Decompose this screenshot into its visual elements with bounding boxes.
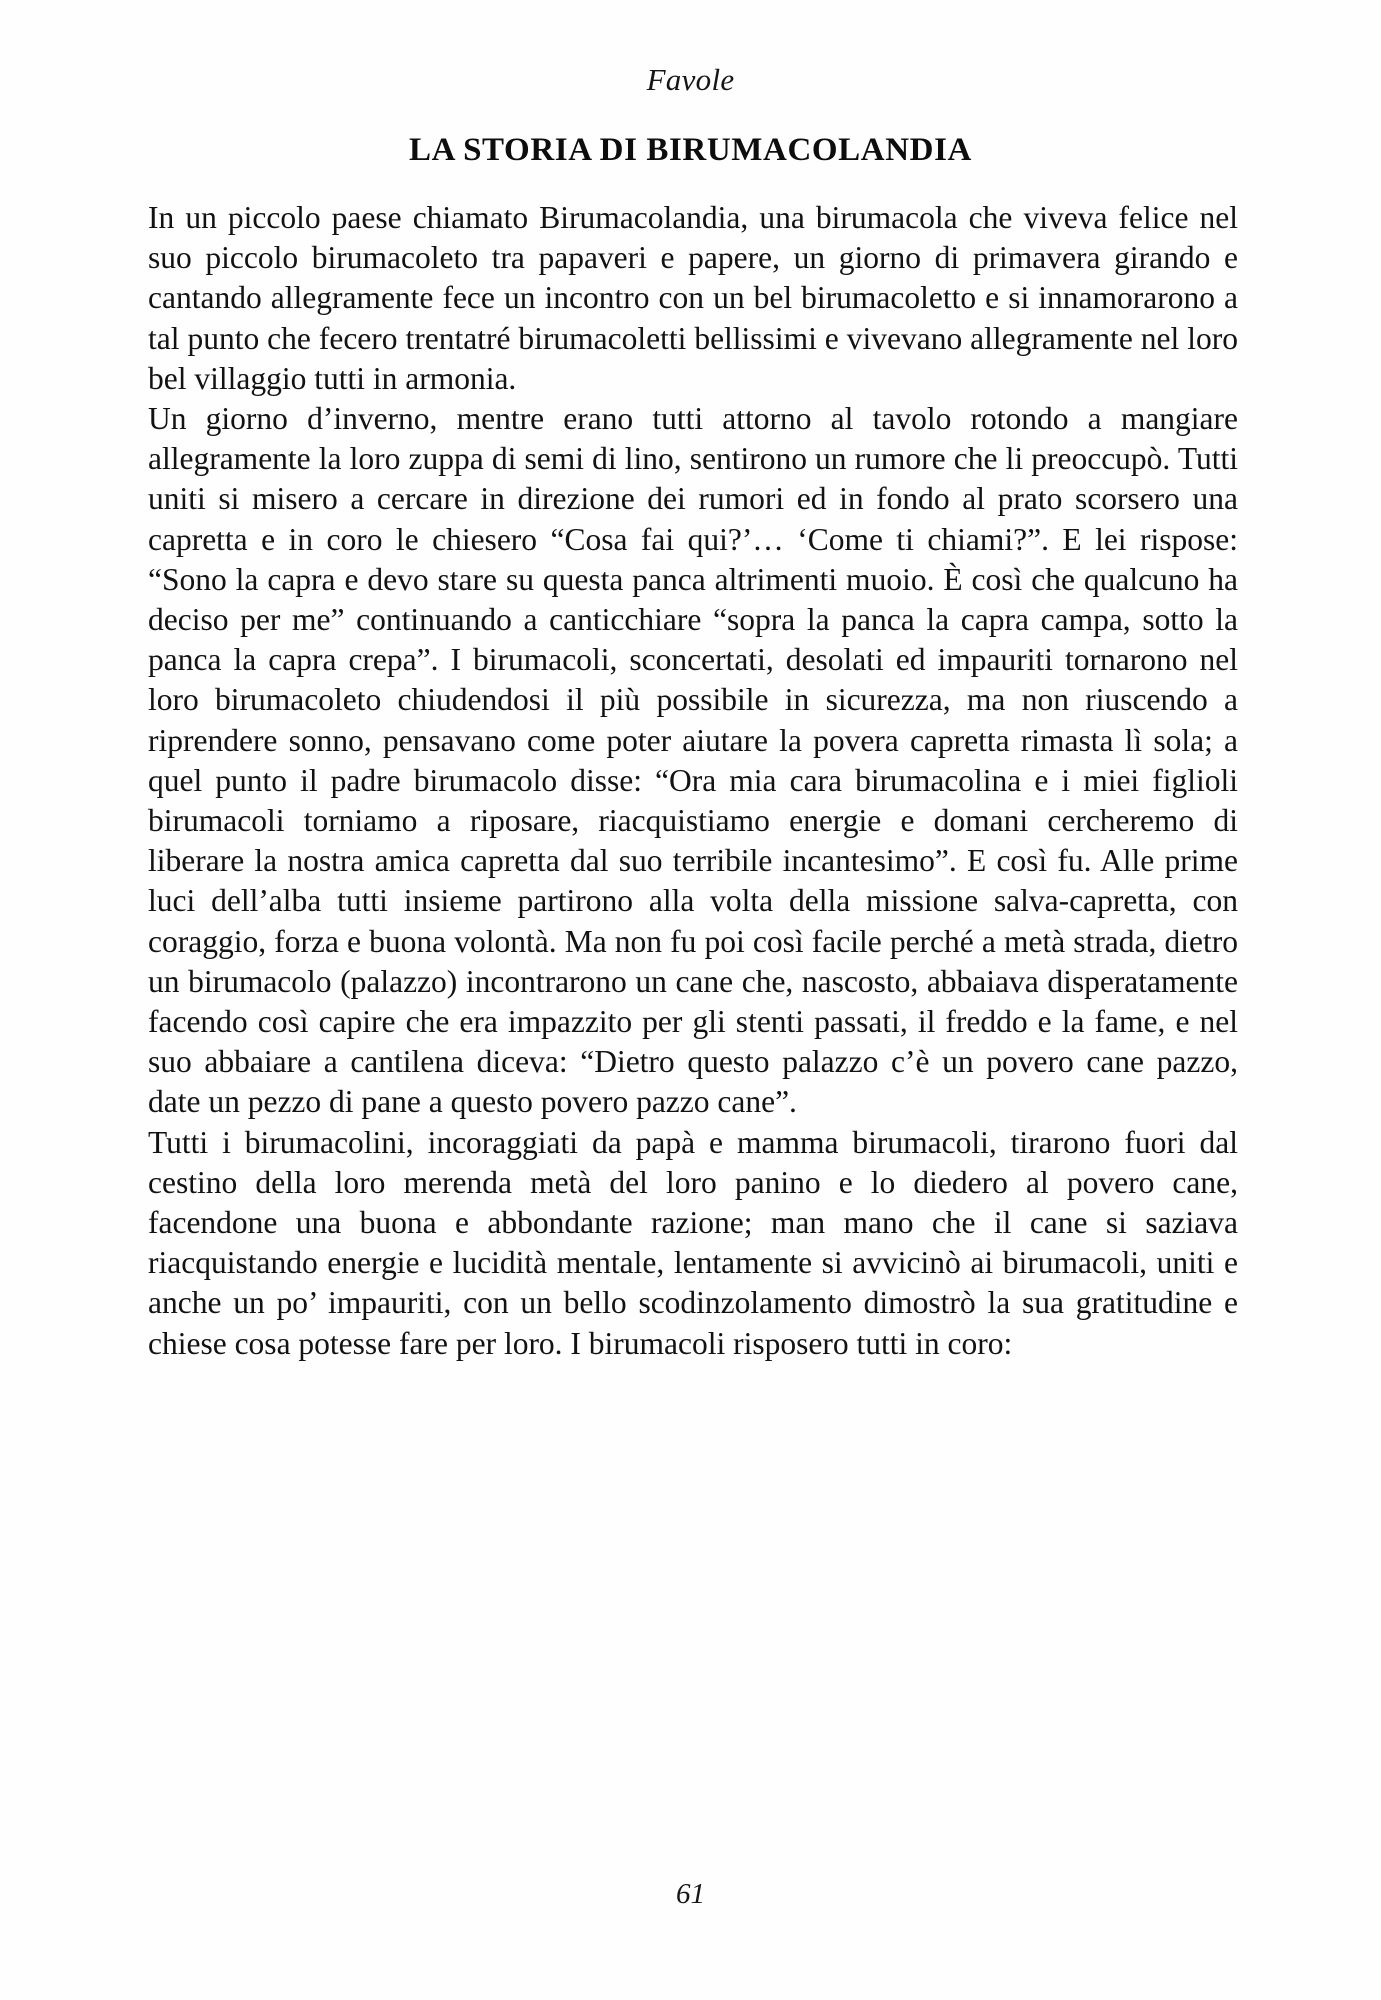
- body-text: [148, 198, 1238, 1364]
- running-head: Favole: [646, 62, 735, 97]
- chapter-title: LA STORIA DI BIRUMACOLANDIA: [409, 132, 972, 168]
- page-number: 61: [676, 1878, 705, 1910]
- paragraph: Tutti i birumacolini, incoraggiati da papà e mamma birumacoli, tirarono fuori dal cestino della loro merenda metà del loro panino e lo diedero al povero cane, facendone una buona e abbondante razione; man mano che il cane si saziava riacquistando energie e lucidità mentale, lentamente si avvicinò ai birumacoli, uniti e anche un po’ impauriti, con un bello scodinzolamento dimostrò la sua gratitudine e chiese cosa potesse fare per loro. I birumacoli risposero tutti in coro:: [148, 1124, 1238, 1361]
- paragraph: Un giorno d’inverno, mentre erano tutti attorno al tavolo rotondo a mangiare allegramente la loro zuppa di semi di lino, sentirono un rumore che li preoccupò. Tutti uniti si misero a cercare in direzione dei rumori ed in fondo al prato scorsero una capretta e in coro le chiesero “Cosa fai qui?’… ‘Come ti chiami?”. E lei rispose: “Sono la capra e devo stare su questa panca altrimenti muoio. È così che qualcuno ha deciso per me” continuando a canticchiare “sopra la panca la capra campa, sotto la panca la capra crepa”. I birumacoli, sconcertati, desolati ed impauriti tornarono nel loro birumacoleto chiudendosi il più possibile in sicurezza, ma non riuscendo a riprendere sonno, pensavano come poter aiutare la povera capretta rimasta lì sola; a quel punto il padre birumacolo disse: “Ora mia cara birumacolina e i miei figlioli birumacoli torniamo a riposare, riacquistiamo energie e domani cercheremo di liberare la nostra amica capretta dal suo terribile incantesimo”. E così fu. Alle prime luci dell’alba tutti insieme partirono alla volta della missione salva-capretta, con coraggio, forza e buona volontà. Ma non fu poi così facile perché a metà strada, dietro un birumacolo (palazzo) incontrarono un cane che, nascosto, abbaiava disperatamente facendo così capire che era impazzito per gli stenti passati, il freddo e la fame, e nel suo abbaiare a cantilena diceva: “Dietro questo palazzo c’è un povero cane pazzo, date un pezzo di pane a questo povero pazzo cane”.: [148, 401, 1238, 1120]
- paragraph: In un piccolo paese chiamato Birumacolandia, una birumacola che viveva felice nel suo piccolo birumacoleto tra papaveri e papere, un giorno di primavera girando e cantando allegramente fece un incontro con un bel birumacoletto e si innamorarono a tal punto che fecero trentatré birumacoletti bellissimi e vivevano allegramente nel loro bel villaggio tutti in armonia.: [148, 200, 1238, 396]
